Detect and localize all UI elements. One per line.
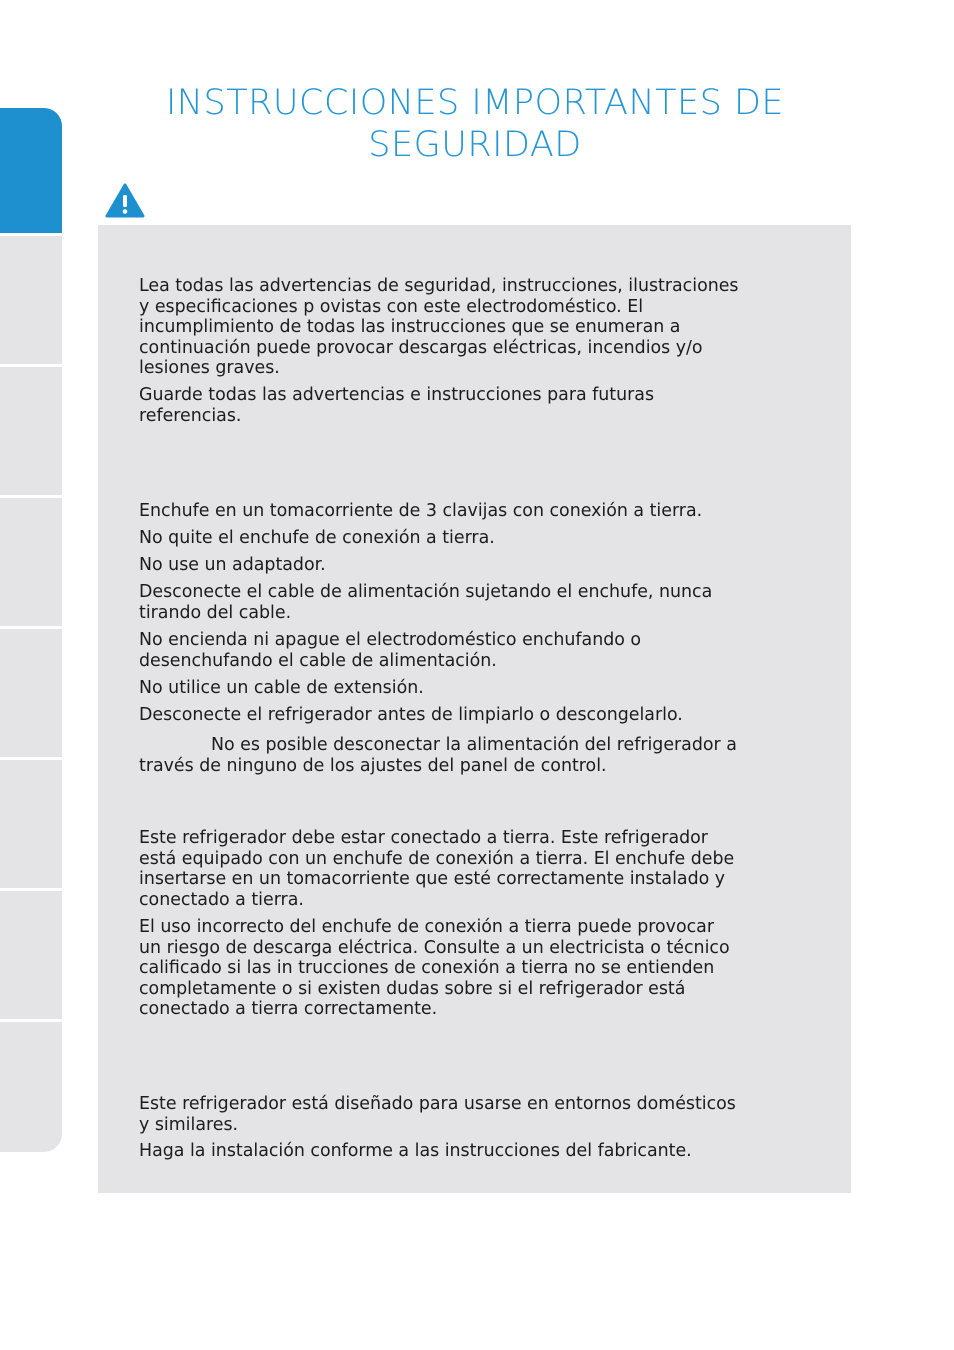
side-tab-2[interactable] <box>0 239 62 367</box>
electrical-item-5: No encienda ni apague el electrodoméstico enchufando o desenchufando el cable de alimentación. <box>139 630 642 671</box>
page-title-line-2: SEGURIDAD <box>368 125 582 165</box>
electrical-item-2: No quite el enchufe de conexión a tierra. <box>139 528 495 548</box>
intro-paragraph-1: Lea todas las advertencias de seguridad, instrucciones, ilustraciones y especificaciones p ovistas con este electrodoméstico. El incumplimiento de todas las instrucciones que se enumeran a continuación puede provocar descargas eléctricas, incendios y/o lesiones graves. <box>139 276 739 379</box>
side-tab-8[interactable] <box>0 1025 62 1152</box>
grounding-paragraph-1: Este refrigerador debe estar conectado a tierra. Este refrigerador está equipado con un enchufe de conexión a tierra. El enchufe debe insertarse en un tomacorriente que esté correctamente instalado y conectado a tierra. <box>139 828 735 910</box>
side-tab-strip <box>0 108 62 1152</box>
page-title <box>100 82 850 166</box>
electrical-item-6: No utilice un cable de extensión. <box>139 678 424 698</box>
grounding-paragraph-2: El uso incorrecto del enchufe de conexión a tierra puede provocar un riesgo de descarga eléctrica. Consulte a un electricista o técnico calificado si las in trucciones de conexión a tierra no se entienden completamente o si existen dudas sobre si el refrigerador está conectado a tierra correctamente. <box>139 917 730 1020</box>
electrical-item-3: No use un adaptador. <box>139 555 326 575</box>
page-title-line-1: INSTRUCCIONES IMPORTANTES DE <box>165 83 785 123</box>
side-tab-6[interactable] <box>0 763 62 891</box>
usage-paragraph-2: Haga la instalación conforme a las instrucciones del fabricante. <box>139 1141 692 1161</box>
side-tab-7[interactable] <box>0 894 62 1022</box>
intro-paragraph-2: Guarde todas las advertencias e instrucciones para futuras referencias. <box>139 385 655 426</box>
electrical-item-1: Enchufe en un tomacorriente de 3 clavijas con conexión a tierra. <box>139 501 703 521</box>
side-tab-4[interactable] <box>0 501 62 629</box>
side-tab-5[interactable] <box>0 632 62 760</box>
side-tab-3[interactable] <box>0 370 62 498</box>
electrical-item-4: Desconecte el cable de alimentación sujetando el enchufe, nunca tirando del cable. <box>139 582 713 623</box>
electrical-item-7: Desconecte el refrigerador antes de limpiarlo o descongelarlo. <box>139 705 683 725</box>
warning-triangle-icon <box>105 183 145 219</box>
usage-paragraph-1: Este refrigerador está diseñado para usarse en entornos domésticos y similares. <box>139 1094 736 1135</box>
side-tab-1[interactable] <box>0 108 62 236</box>
electrical-note: No es posible desconectar la alimentación del refrigerador a través de ninguno de los ajustes del panel de control. <box>139 735 737 776</box>
